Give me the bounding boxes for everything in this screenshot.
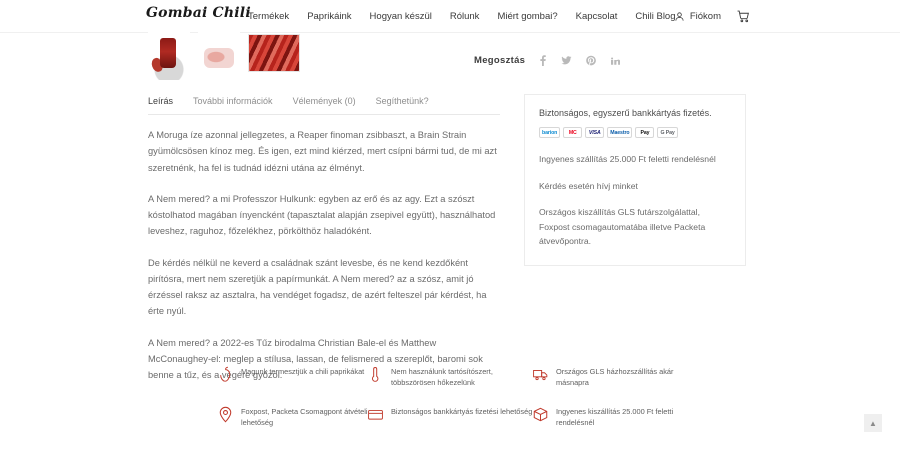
pinterest-icon[interactable] [586,55,596,66]
thermometer-icon [368,366,383,383]
nav-item-hogyan-keszul[interactable]: Hogyan készül [369,11,432,22]
site-header [0,0,900,33]
tab-velemenyek[interactable]: Vélemények (0) [292,96,356,106]
delivery-note: Országos kiszállítás GLS futárszolgálattal, Foxpost csomagautomatába illetve Packeta átvevőpontra. [539,207,706,247]
facebook-icon[interactable] [539,55,547,66]
nav-item-miert-gombai[interactable]: Miért gombai? [497,11,558,22]
site-logo[interactable] [146,5,251,21]
site-logo-text: Gombai Chili [146,5,251,21]
mastercard-logo: MC [563,127,582,138]
visa-logo: VISA [585,127,604,138]
payment-title: Biztonságos, egyszerű bankkártyás fizetés. [539,108,712,118]
feature-label: Országos GLS házhozszállítás akár másnapra [556,367,674,388]
share-label: Megosztás [474,55,526,66]
feature-free-shipping [533,406,688,428]
pin-icon [218,406,233,423]
account-label: Fiókom [689,11,721,22]
description-paragraph: A Nem mered? a mi Professzor Hulkunk: egyben az erő és az agy. Ezt a szószt kóstolhatod magában ínyencként (tapasztalat alapján zsepivel együtt), használhatod leveshez, raguhoz, főzelékhez, pörkölthöz haladóként. [148,193,496,237]
share-row [474,55,620,66]
nav-item-chili-blog[interactable]: Chili Blog [635,11,676,22]
pepper-icon [218,366,233,383]
tab-tovabbi-informaciok[interactable]: További információk [193,96,273,106]
user-icon [674,11,685,22]
nav-item-kapcsolat[interactable]: Kapcsolat [575,11,618,22]
maestro-logo: Maestro [607,127,632,138]
main-navigation [248,0,676,33]
box-icon [533,406,548,423]
product-description [148,127,500,398]
header-actions [674,0,750,33]
feature-own-peppers [218,366,368,388]
feature-gls-delivery [533,366,688,388]
description-paragraph: A Nem mered? a 2022-es Tűz birodalma Christian Bale-el és Matthew McConaughey-el: meglep a stílusa, lassan, de felismered a szereplőt, baromi sok benne a tűz, és a végére győzöl. [148,337,483,381]
description-paragraph: De kérdés nélkül ne keverd a családnak szánt levesbe, és ne kend kezdőként pirítósra, mert nem szeretjük a papírmunkát. A Nem mered? az a szósz, amit jó érzéssel raksz az asztalra, ha vendéget fogadsz, de azért felteszel pár kérdést, ha érte nyúl. [148,257,487,317]
google-pay-logo: G Pay [657,127,677,138]
apple-pay-logo: Pay [635,127,654,138]
feature-secure-payment [368,406,533,428]
truck-icon [533,366,548,383]
twitter-icon[interactable] [561,55,572,66]
thumbnail-peppers[interactable] [248,34,300,72]
payment-logos [539,127,731,138]
nav-item-paprikaink[interactable]: Paprikáink [307,11,352,22]
feature-label: Biztonságos bankkártyás fizetési lehetőség [391,407,533,417]
tab-leiras[interactable]: Leírás [148,96,174,106]
barion-logo: barion [539,127,560,138]
description-paragraph: A Moruga íze azonnal jellegzetes, a Reaper finoman zsibbaszt, a Brain Strain gyümölcsösen kínoz meg. És igen, ezt mind kiérzed, mert csípni bármi tud, de mi azt szeretnénk, ha fel is tudnád idézni utána az élményt. [148,130,497,173]
free-shipping-note: Ingyenes szállítás 25.000 Ft feletti rendelésnél [539,154,716,164]
features-row [218,366,688,428]
feature-pickup-points [218,406,368,428]
feature-label: Foxpost, Packeta Csomagpont átvételi lehetőség [241,407,368,428]
credit-card-icon [368,406,383,423]
share-icons [539,55,620,66]
feature-label: Ingyenes kiszállítás 25.000 Ft feletti rendelésnél [556,407,674,428]
feature-label: Nem használunk tartósítószert, többszörösen hőkezelünk [391,367,493,388]
feature-no-preservatives [368,366,533,388]
shopping-cart-icon[interactable] [737,10,750,23]
payment-info-card [524,94,746,266]
linkedin-icon[interactable] [610,56,620,66]
product-tabs [148,96,500,115]
tab-segithetunk[interactable]: Segíthetünk? [375,96,429,106]
account-link[interactable] [674,11,721,22]
thumbnail-bottle[interactable] [148,32,190,80]
nav-item-rolunk[interactable]: Rólunk [449,11,480,22]
feature-label: Magunk termesztjük a chili paprikákat [241,367,365,376]
back-to-top-button[interactable]: ▲ [864,414,882,432]
nav-item-termekek[interactable]: Termékek [248,11,290,22]
product-gallery-thumbnails [148,32,300,80]
call-us-note: Kérdés esetén hívj minket [539,180,638,191]
thumbnail-sauce-plate[interactable] [198,32,240,80]
